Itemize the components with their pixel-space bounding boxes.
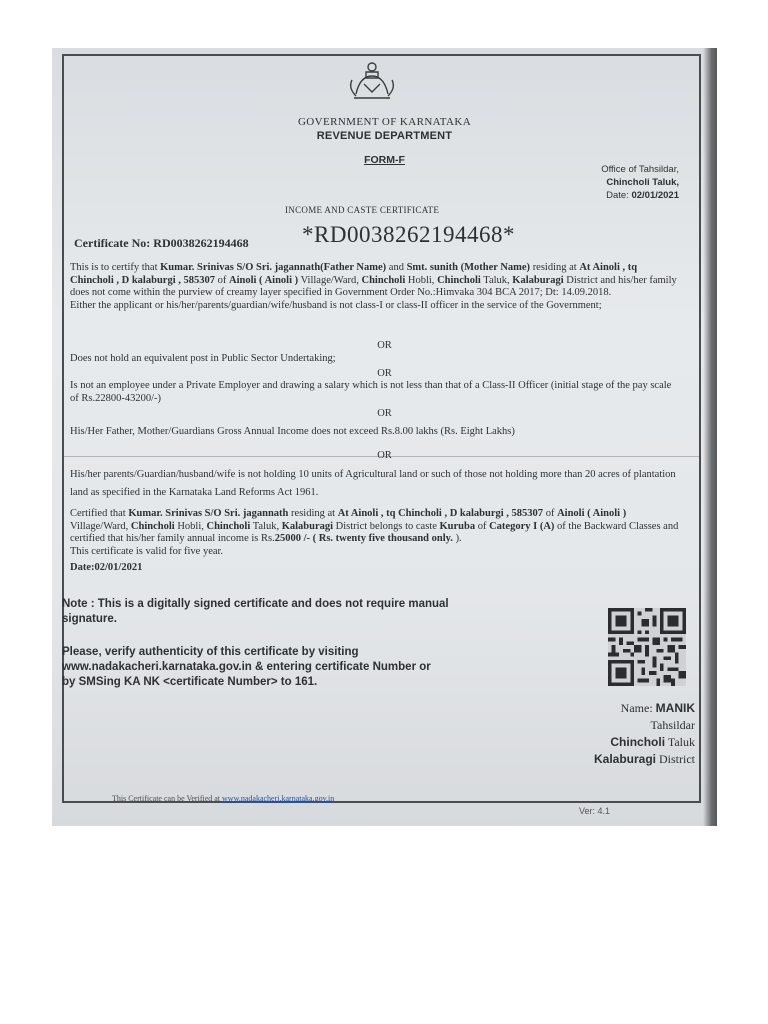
office-date-label: Date: bbox=[606, 190, 629, 201]
qr-code-icon bbox=[605, 608, 689, 686]
district: Kalaburagi bbox=[281, 520, 334, 532]
office-date-value: 02/01/2021 bbox=[631, 190, 679, 201]
signature-block bbox=[594, 700, 695, 768]
paragraph-psu: Does not hold an equivalent post in Public Sector Undertaking; bbox=[70, 353, 336, 364]
form-title: FORM-F bbox=[364, 154, 405, 166]
verification-link[interactable]: www.nadakacheri.karnataka.gov.in bbox=[222, 794, 335, 803]
or-separator: OR bbox=[377, 340, 392, 351]
issue-date: Date:02/01/2021 bbox=[70, 562, 143, 573]
office-line-2: Chincholi Taluk, bbox=[606, 177, 679, 188]
office-date bbox=[601, 189, 679, 202]
certificate-number-label: Certificate No: bbox=[74, 236, 151, 250]
or-separator: OR bbox=[377, 408, 392, 419]
taluk-name: Chincholi bbox=[610, 735, 666, 749]
footer-text: This Certificate can be Verified at bbox=[112, 794, 221, 803]
paragraph-income-limit: His/Her Father, Mother/Guardians Gross Annual Income does not exceed Rs.8.00 lakhs (Rs. Eight Lakhs) bbox=[70, 426, 515, 437]
text-segment: residing at bbox=[532, 262, 577, 273]
text-segment: Village/Ward, bbox=[70, 520, 129, 532]
barcode-text: *RD0038262194468* bbox=[302, 222, 515, 247]
hobli: Chincholi bbox=[361, 274, 406, 286]
or-separator: OR bbox=[377, 368, 392, 379]
text-segment: of bbox=[477, 520, 487, 532]
signatory-designation: Tahsildar bbox=[650, 718, 695, 732]
signatory-district bbox=[594, 751, 695, 768]
text-segment: and bbox=[388, 262, 404, 273]
text-segment: District and his/her family does not come within the purview of creamy layer specified in Government Order No.:Himvaka 304 BCA 2017; Dt: 14.09.2018. bbox=[70, 274, 677, 298]
text-segment: Village/Ward, bbox=[300, 274, 359, 286]
applicant-name: Kumar. Srinivas S/O Sri. jagannath bbox=[128, 508, 289, 519]
taluk: Chincholi bbox=[437, 274, 481, 286]
hobli: Chincholi bbox=[130, 520, 175, 532]
certificate-number-value: RD0038262194468 bbox=[153, 236, 249, 250]
text-segment: of bbox=[217, 274, 227, 286]
paragraph-certify bbox=[70, 262, 682, 312]
district-suffix: District bbox=[659, 752, 695, 766]
text-segment: ). bbox=[455, 533, 462, 544]
department-title: REVENUE DEPARTMENT bbox=[316, 130, 453, 142]
validity: This certificate is valid for five year. bbox=[70, 545, 224, 557]
paragraph-private-employer: Is not an employee under a Private Employer and drawing a salary which is not less than that of a Class-II Officer (initial stage of the pay scale of Rs.22800-43200/-) bbox=[70, 380, 672, 404]
paragraph-land: His/her parents/Guardian/husband/wife is not holding 10 units of Agricultural land or such of those not holding more than 20 acres of plantation land as specified in the Karnataka Land Reforms Act 1961. bbox=[70, 469, 676, 498]
taluk: Chincholi bbox=[206, 520, 251, 532]
text-segment: This is to certify that bbox=[70, 262, 158, 273]
annual-income: 25000 /- ( Rs. twenty five thousand only. bbox=[274, 533, 453, 544]
address: At Ainoli , tq Chincholi , D kalaburgi , 585307 bbox=[337, 508, 544, 519]
taluk-suffix: Taluk bbox=[667, 735, 695, 749]
footer-verify bbox=[112, 794, 334, 803]
text-segment: Hobli, bbox=[177, 520, 204, 532]
office-block bbox=[601, 163, 679, 202]
village: Ainoli ( Ainoli ) bbox=[229, 274, 299, 286]
signatory-taluk bbox=[594, 734, 695, 751]
applicant-name: Kumar. Srinivas S/O Sri. jagannath(Father Name) bbox=[160, 262, 387, 273]
signatory-name bbox=[594, 700, 695, 717]
digital-signature-note: Note : This is a digitally signed certificate and does not require manual signature. bbox=[62, 598, 449, 625]
verification-note: Please, verify authenticity of this certificate by visiting www.nadakacheri.karnataka.gov.in & entering certificate Number or by SMSing KA NK <certificate Number> to 161. bbox=[62, 646, 431, 688]
paragraph-certified bbox=[70, 508, 682, 575]
text-segment: District belongs to caste bbox=[335, 520, 437, 532]
text-segment: Hobli, bbox=[407, 274, 435, 286]
text-segment: Taluk, bbox=[252, 520, 280, 532]
village: Ainoli ( Ainoli ) bbox=[557, 508, 627, 519]
text-segment: of the Backward Classes and certified that his/her family annual income is Rs. bbox=[70, 520, 679, 544]
district-name: Kalaburagi bbox=[593, 752, 656, 766]
mother-name: Smt. sunith (Mother Name) bbox=[406, 262, 531, 273]
text-segment: residing at bbox=[291, 508, 336, 519]
or-separator: OR bbox=[377, 450, 392, 461]
paragraph-class-officer: Either the applicant or his/her/parents/guardian/wife/husband is not class-I or class-II officer in the service of the Government; bbox=[70, 299, 602, 311]
signatory-name-value: MANIK bbox=[655, 701, 695, 715]
certificate-title: INCOME AND CASTE CERTIFICATE bbox=[285, 205, 440, 215]
office-line-1: Office of Tahsildar, bbox=[601, 164, 679, 175]
text-segment: Taluk, bbox=[483, 274, 510, 286]
address: At Ainoli , tq Chincholi , D kalaburgi , 585307 bbox=[70, 262, 638, 286]
signatory-name-label: Name: bbox=[620, 701, 653, 715]
government-title: GOVERNMENT OF KARNATAKA bbox=[297, 116, 472, 128]
karnataka-emblem-icon bbox=[344, 58, 400, 102]
category: Category I (A) bbox=[489, 520, 555, 532]
certificate-number bbox=[74, 236, 249, 251]
text-segment: Certified that bbox=[70, 508, 126, 519]
certificate-photo bbox=[52, 48, 717, 826]
caste: Kuruba bbox=[439, 520, 476, 532]
district: Kalaburagi bbox=[512, 274, 564, 286]
text-segment: of bbox=[545, 508, 555, 519]
version-label: Ver: 4.1 bbox=[579, 806, 611, 816]
